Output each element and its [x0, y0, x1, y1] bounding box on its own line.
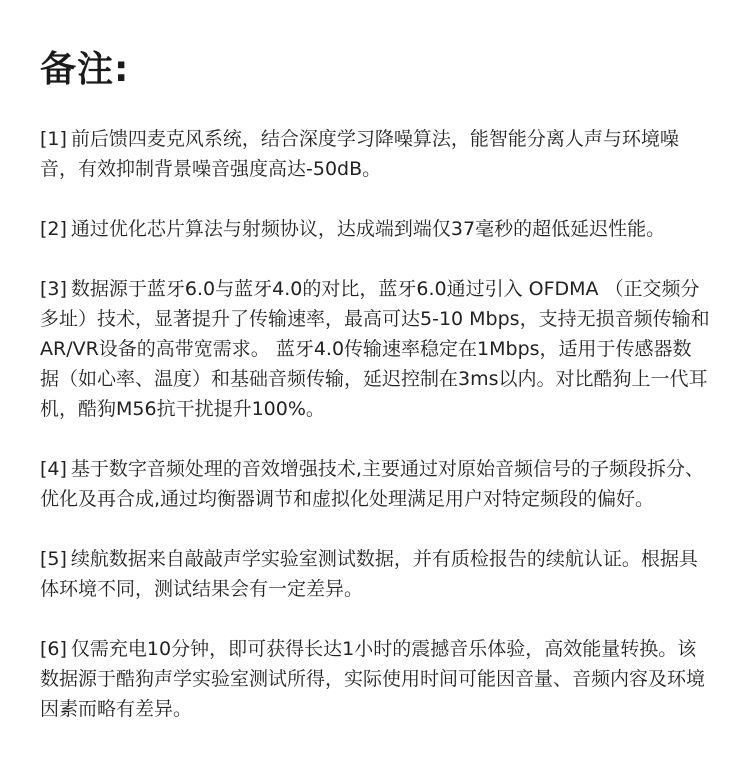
note-number: [3]	[40, 278, 67, 300]
note-5	[40, 544, 710, 604]
note-3	[40, 274, 710, 424]
note-number: [1]	[40, 128, 67, 150]
note-2	[40, 214, 710, 244]
note-text: 数据源于蓝牙6.0与蓝牙4.0的对比，蓝牙6.0通过引入 OFDMA （正交频分多址）技术，显著提升了传输速率，最高可达5-10 Mbps，支持无损音频传输和AR/VR设备的高带宽需求。 蓝牙4.0传输速率稳定在1Mbps，适用于传感器数据（如心率、温度）和基础音频传输，延迟控制在3ms以内。对比酷狗上一代耳机，酷狗M56抗干扰提升100%。	[40, 278, 710, 420]
note-1	[40, 124, 710, 184]
note-number: [2]	[40, 218, 67, 240]
note-text: 续航数据来自敲敲声学实验室测试数据，并有质检报告的续航认证。根据具体环境不同，测试结果会有一定差异。	[40, 548, 698, 600]
page-title: 备注:	[40, 49, 130, 90]
note-number: [4]	[40, 458, 67, 480]
note-text: 通过优化芯片算法与射频协议，达成端到端仅37毫秒的超低延迟性能。	[70, 218, 666, 240]
note-number: [6]	[40, 638, 67, 660]
note-text: 基于数字音频处理的音效增强技术,主要通过对原始音频信号的子频段拆分、优化及再合成,通过均衡器调节和虚拟化处理满足用户对特定频段的偏好。	[40, 458, 704, 510]
note-number: [5]	[40, 548, 67, 570]
note-text: 前后馈四麦克风系统，结合深度学习降噪算法，能智能分离人声与环境噪音，有效抑制背景噪音强度高达-50dB。	[40, 128, 679, 180]
note-4	[40, 454, 710, 514]
note-text: 仅需充电10分钟，即可获得长达1小时的震撼音乐体验，高效能量转换。该数据源于酷狗声学实验室测试所得，实际使用时间可能因音量、音频内容及环境因素而略有差异。	[40, 638, 706, 720]
note-6	[40, 634, 710, 724]
